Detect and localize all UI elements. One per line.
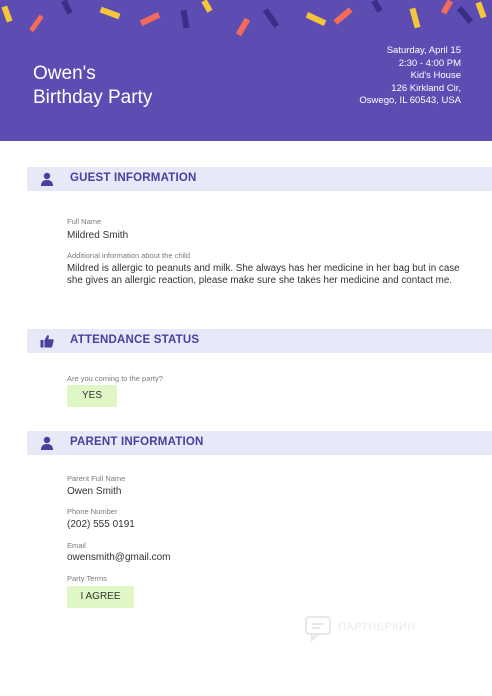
attendance-question-label: Are you coming to the party? <box>67 374 163 383</box>
user-icon <box>40 436 54 450</box>
event-time: 2:30 - 4:00 PM <box>398 57 461 69</box>
parent-name-value: Owen Smith <box>67 486 122 497</box>
section-title-guest: GUEST INFORMATION <box>70 172 197 184</box>
email-label: Email <box>67 541 86 550</box>
party-terms-label: Party Terms <box>67 574 107 583</box>
additional-info-value: Mildred is allergic to peanuts and milk. She always has her medicine in her bag but in case she gives an allergic reaction, please make sure she takes her medicine and contact me. <box>67 263 460 287</box>
phone-value: (202) 555 0191 <box>67 519 135 530</box>
section-title-parent: PARENT INFORMATION <box>70 436 204 448</box>
header-banner <box>0 0 492 141</box>
parent-name-label: Parent Full Name <box>67 474 126 483</box>
event-title-line2: Birthday Party <box>33 87 153 108</box>
watermark <box>304 614 449 642</box>
watermark-text: ПАРТНЕРКИН <box>338 621 416 633</box>
event-date: Saturday, April 15 <box>386 45 461 56</box>
confetti-decoration <box>0 0 492 40</box>
full-name-label: Full Name <box>67 217 102 226</box>
section-guest-information <box>27 167 492 191</box>
event-street: 126 Kirkland Cir, <box>391 82 461 94</box>
thumbs-up-icon <box>40 334 54 348</box>
event-details <box>359 45 461 108</box>
phone-label: Phone Number <box>67 507 118 516</box>
event-title-line1: Owen's <box>33 63 96 84</box>
additional-info-label: Additional information about the child <box>67 251 190 260</box>
event-title <box>33 62 152 110</box>
event-venue: Kid's House <box>410 70 461 82</box>
attendance-answer-badge: YES <box>67 385 117 407</box>
section-attendance-status <box>27 329 492 353</box>
event-city: Oswego, IL 60543, USA <box>359 95 461 107</box>
section-title-attendance: ATTENDANCE STATUS <box>70 334 200 346</box>
chat-bubble-icon <box>304 614 332 642</box>
full-name-value: Mildred Smith <box>67 230 129 241</box>
email-value: owensmith@gmail.com <box>67 552 171 563</box>
user-icon <box>40 172 54 186</box>
party-terms-badge: I AGREE <box>67 586 134 608</box>
section-parent-information <box>27 431 492 455</box>
